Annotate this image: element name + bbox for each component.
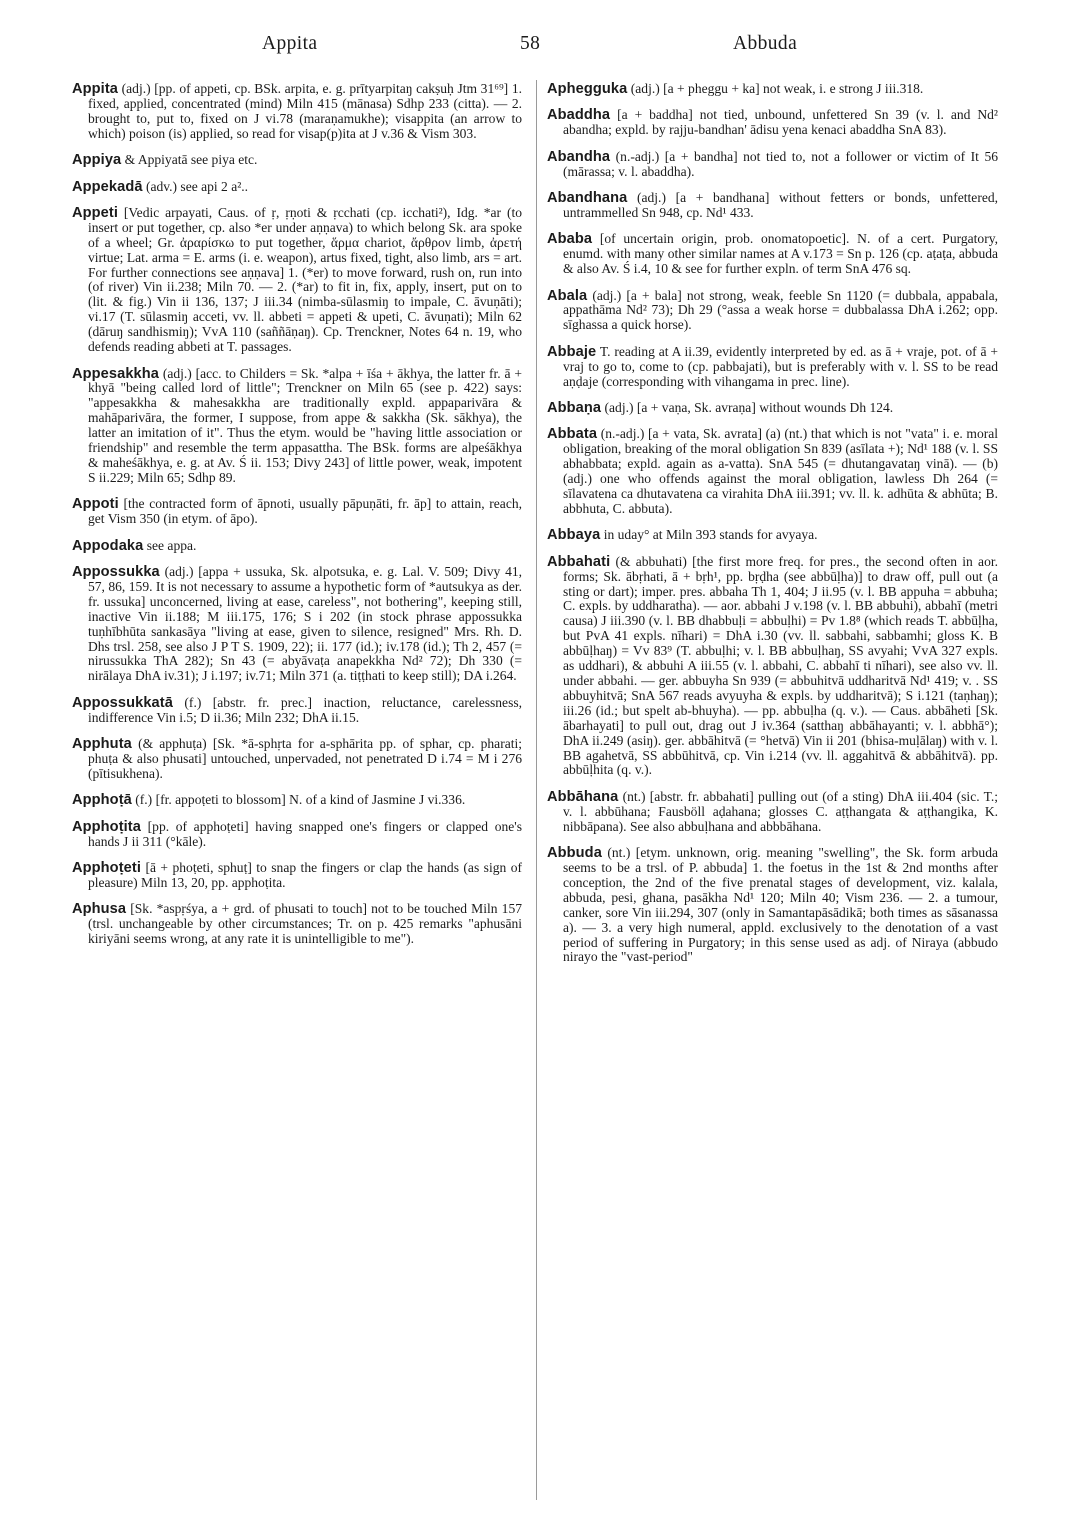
dictionary-entry xyxy=(547,528,998,543)
dictionary-entry xyxy=(72,820,522,850)
dictionary-entry xyxy=(547,82,998,97)
entry-headword: Abbuda xyxy=(547,845,602,862)
entry-body: (& abbuhati) [the first more freq. for pres., the second often in aor. forms; Sk. ābṛhati, ā + bṛh¹, pp. bṛḍha (see abbūḷha)] to draw off, pull out (a sting or dart); imper. pres. abbaha Th 1, 404; J ii.95 (v. l. BB appuha = abbuha; C. expls. by uddharatha). — aor. abbahi J v.198 (v. l. BB abbuhi), abbahī (metri causa) J iii.390 (v. l. BB dhabbuḷi = abbuḷhi) = Pv 1.8⁸ (which reads T. abbūḷha, but PvA 41 expls. nīhari) = DhA i.30 (vv. ll. sabbahi, sabbamhi; gloss K. B abbūḷhaŋ) = Vv 83⁹ (T. abbuḷhi; v. l. BB abbuḷhaŋ, SS avyahi; VvA 327 expls. as uddhari), & abbuhi A iii.55 (v. l. abbahi, C. abbahī ti nīhari), see also vv. ll. under abbahi. — ger. abbuyha Sn 939 (= abbuhitvā uddharitvā Nd¹ 419; v. . SS abbuyhitvā; SnA 567 reads avyuyha & expls. by uddharitvā); S i.121 (taṇhaŋ); iii.26 (id.; but spelt ab-bhuyha). — pp. abbuḷha (q. v.). — Caus. abbāheti [Sk. ābarhayati] to pull out, drag out J iv.364 (satthaŋ abbāhayanti; v. l. abbhā°); DhA ii.249 (asiŋ). ger. abbāhitvā (= °hetvā) Vin ii 201 (bhisa-muḷālaŋ) with v. l. BB agahetvā, SS abbūhitvā, cp. Vin i.214 (vv. ll. aggahitvā & abbāhitvā). pp. abbūḷhita (q. v.). xyxy=(563,553,998,778)
right-column xyxy=(547,82,998,977)
dictionary-entry xyxy=(72,539,522,554)
entry-headword: Appoti xyxy=(72,496,119,513)
page-number: 58 xyxy=(520,33,541,54)
entry-body: & Appiyatā see piya etc. xyxy=(124,152,258,168)
entry-headword: Appita xyxy=(72,81,118,97)
entry-body: [a + baddha] not tied, unbound, unfettered Sn 39 (v. l. and Nd² abandha; expld. by rajju-bandhan' ādisu yena kenaci abaddha SnA 83). xyxy=(563,107,998,138)
entry-headword: Appossukkatā xyxy=(72,694,173,711)
dictionary-entry xyxy=(72,82,522,142)
entry-body: (adj.) [a + pheggu + ka] not weak, i. e strong J iii.318. xyxy=(630,81,924,96)
entry-headword: Appekadā xyxy=(72,178,143,195)
entry-body: [of uncertain origin, prob. onomatopoetic]. N. of a cert. Purgatory, enumd. with many other similar names at A v.173 = Sn p. 126 (cp. aṭaṭa, abbuda & also Av. Ś i.4, 10 & see for further expln. of term SnA 476 sq. xyxy=(563,231,998,277)
dictionary-entry xyxy=(72,861,522,891)
entry-headword: Ababa xyxy=(547,231,593,248)
entry-body: [the contracted form of āpnoti, usually pāpuṇāti, fr. āp] to attain, reach, get Vism 350 (in etym. of āpo). xyxy=(88,496,522,527)
dictionary-entry xyxy=(72,153,522,168)
entry-body: [Vedic arpayati, Caus. of ṛ, ṛṇoti & ṛcchati (cp. icchati²), Idg. *ar (to insert or put together, cp. also *er under aṇṇava) to which belong Sk. ara spoke of a wheel; Gr. ἀραρίσκω to put together, ἅρμα chariot, ἄρθρον limb, ἀρετή virtue; Lat. arma = E. arms (i. e. weapon), artus fixed, tight, also limb, ars = art. For further connections see aṇṇava] 1. (*er) to move forward, rush on, run into (of river) Vin ii.238; Miln 70. — 2. (*ar) to fit in, fix, apply, insert, put on to (lit. & fig.) Vin ii 136, 137; J iii.34 (nimba-sūlasmiŋ to impale, C. āvuṇāti); vi.17 (T. sūlasmiŋ acceti, vv. ll. abbeti = appeti & upeti, C. āvuṇati); Miln 62 (dāruŋ sandhismiŋ); VvA 110 (saññāṇaŋ). Cp. Trenckner, Notes 64 n. 19, who defends reading abbeti at T. passages. xyxy=(88,204,522,355)
entry-body: (nt.) [abstr. fr. abbahati] pulling out (of a sting) DhA iii.404 (sic. T.; v. l. abbūhana; Fausböll aḍahana; glosses C. aṭṭhangata & aṭṭhangika, K. nibbāpana). See also abbuḷhana and abbbāhana. xyxy=(563,788,999,834)
dictionary-entry xyxy=(547,150,998,180)
entry-headword: Aphusa xyxy=(72,901,127,918)
entry-body: (f.) [fr. appoṭeti to blossom] N. of a kind of Jasmine J vi.336. xyxy=(135,792,466,808)
entry-headword: Appesakkha xyxy=(72,365,159,382)
entry-body: (adj.) [a + vaṇa, Sk. avraṇa] without wounds Dh 124. xyxy=(604,400,894,415)
dictionary-entry xyxy=(72,737,522,782)
running-head-left: Appita xyxy=(262,33,318,54)
dictionary-entry xyxy=(547,555,998,779)
dictionary-entry xyxy=(547,191,998,221)
entry-body: (& apphuṭa) [Sk. *ā-sphṛta for a-sphārita pp. of sphar, cp. pharati; phuṭa & also phusati] untouched, unpervaded, not penetrated D i.74 = M i 276 (pītisukhena). xyxy=(88,736,523,781)
entry-body: [Sk. *aspṛśya, a + grd. of phusati to touch] not to be touched Miln 157 (trsl. unchangeable by other circumstances; Tr. on p. 425 remarks "aphusāni kiriyāni seems wrong, at any rate it is unintelligible to me"). xyxy=(88,901,522,947)
dictionary-entry xyxy=(72,902,522,947)
entry-headword: Abaddha xyxy=(547,107,611,124)
entry-body: T. reading at A ii.39, evidently interpreted by ed. as ā + vraje, pot. of ā + vraj to go to, come to (cp. pabbajati), but is preferably with v. l. SS to be read aṇḍaje (corresponding with vihangama in prec. line). xyxy=(563,343,998,389)
entry-headword: Apphoṭā xyxy=(72,792,132,809)
entry-body: (adj.) [appa + ussuka, Sk. alpotsuka, e. g. Lal. V. 509; Divy 41, 57, 86, 159. It is not necessary to assume a hypothetic form of *autsukya as der. fr. ussuka] unconcerned, living at ease, careless", not bothering", keeping still, inactive Vin ii.188; M iii.175, 176; S i 202 (in stock phrase appossukka tuṇhībhūta sankasāya "living at ease, given to silence, resigned" Mrs. Rh. D. Dhs trsl. 258, see also J P T S. 1909, 22); ii. 177 (id.); iv.178 (id.); Th 2, 457 (= nirussukka ThA 282); Sn 43 (= abyāvaṭa anapekkha Nd² 72); Dh 330 (= nirālaya DhA iv.31); J i.197; iv.71; Miln 371 (a. tiṭṭhati to keep still); DA i.264. xyxy=(88,563,523,684)
entry-headword: Appiya xyxy=(72,152,122,169)
entry-body: (nt.) [etym. unknown, orig. meaning "swelling", the Sk. form arbuda seems to be a trsl. of P. abbuda] 1. the foetus in the 1st & 2nd months after conception, the 2nd of the five prenatal stages of development, viz. kalala, abbuda, pesi, ghana, pasākha Nd¹ 120; Miln 40; Vism 236. — 2. a tumour, canker, sore Vin iii.294, 307 (only in Samantapāsādikā; both times as sāsanassa a). — 3. a very high numeral, appld. exclusively to the denotation of a vast period of suffering in Purgatory; in this sense used as adj. of Niraya (abbudo nirayo the "vast-period" xyxy=(563,845,998,965)
entry-headword: Apphuta xyxy=(72,736,132,753)
dictionary-entry xyxy=(72,206,522,355)
dictionary-entry xyxy=(72,565,522,684)
entry-headword: Aphegguka xyxy=(547,81,628,97)
entry-headword: Appossukka xyxy=(72,563,160,580)
running-head-right: Abbuda xyxy=(733,33,798,54)
dictionary-entry xyxy=(547,232,998,277)
dictionary-entry xyxy=(72,793,522,808)
entry-headword: Apphoṭeti xyxy=(72,859,141,876)
entry-headword: Abbaya xyxy=(547,527,601,544)
entry-body: in uday° at Miln 393 stands for avyaya. xyxy=(603,527,818,543)
entry-headword: Apphoṭita xyxy=(72,818,141,835)
entry-body: see appa. xyxy=(146,537,197,553)
dictionary-entry xyxy=(547,289,998,334)
entry-headword: Abbaje xyxy=(547,343,597,360)
column-divider xyxy=(536,80,537,1500)
dictionary-entry xyxy=(72,367,522,486)
entry-body: (n.-adj.) [a + bandha] not tied to, not a follower or victim of It 56 (mārassa; v. l. abaddha). xyxy=(563,148,999,179)
entry-headword: Appeti xyxy=(72,204,118,221)
entry-headword: Abandhana xyxy=(547,190,628,207)
entry-headword: Abbāhana xyxy=(547,788,619,805)
entry-headword: Appodaka xyxy=(72,537,144,554)
dictionary-entry xyxy=(72,696,522,726)
dictionary-entry xyxy=(72,497,522,527)
dictionary-entry xyxy=(547,790,998,835)
entry-body: (f.) [abstr. fr. prec.] inaction, reluctance, carelessness, indifference Vin i.5; D ii.36; Miln 232; DhA ii.15. xyxy=(88,694,522,725)
entry-body: [pp. of apphoṭeti] having snapped one's fingers or clapped one's hands J ii 311 (°kāle). xyxy=(88,818,522,849)
entry-body: (adj.) [a + bala] not strong, weak, feeble Sn 1120 (= dubbala, appabala, appathāma Nd² 73); Dh 29 (°assa a weak horse = dubbalassa DhA i.262; opp. sīghassa a quick horse). xyxy=(563,287,998,333)
dictionary-entry xyxy=(547,427,998,516)
entry-headword: Abbata xyxy=(547,426,598,443)
entry-body: [ā + phoṭeti, sphuṭ] to snap the fingers or clap the hands (as sign of pleasure) Miln 13, 20, pp. apphoṭita. xyxy=(88,859,522,890)
dictionary-entry xyxy=(547,108,998,138)
entry-body: (adj.) [acc. to Childers = Sk. *alpa + īśa + ākhya, the latter fr. ā + khyā "being called lord of little"; Trenckner on Miln 65 (see p. 422) says: "appesakkha & mahesakkha are traditionally expld. appaparivāra & mahāparivāra, the former, I suppose, from appe & sakkha (Sk. sākhya), the latter an imitation of it". Thus the etym. would be "having little association or friendship" and resemble the term appasattha. The BSk. forms are alpeśākhya & maheśākhya, e. g. at Av. Ś ii. 153; Divy 243] of little power, weak, impotent S ii.229; Miln 65; Sdhp 89. xyxy=(88,365,522,485)
entry-body: (adv.) see api 2 a².. xyxy=(145,178,249,194)
left-column xyxy=(72,82,522,959)
entry-headword: Abandha xyxy=(547,148,611,165)
dictionary-entry xyxy=(72,180,522,195)
dictionary-entry xyxy=(547,846,998,965)
entry-headword: Abala xyxy=(547,287,588,304)
entry-body: (n.-adj.) [a + vata, Sk. avrata] (a) (nt.) that which is not "vata" i. e. moral obligation, breaking of the moral obligation Sn 839 (asīlata +); Nd¹ 188 (v. l. SS abhabbata; expld. again as a-vatta). SnA 545 (= dhutangavataŋ vinā). — (b) (adj.) one who offends against the moral obligation, lawless Dh 264 (= sīlavatena ca dhutavatena ca virahita DhA iii.391; vv. ll. k. adhūta & abhūta; B. abbhuta, C. abbuta). xyxy=(563,426,999,516)
dictionary-entry xyxy=(547,345,998,390)
entry-body: (adj.) [a + bandhana] without fetters or bonds, unfettered, untrammelled Sn 948, cp. Nd¹ 433. xyxy=(563,190,998,220)
entry-headword: Abbahati xyxy=(547,553,611,570)
page-header xyxy=(0,33,1073,63)
dictionary-entry xyxy=(547,401,998,416)
entry-body: (adj.) [pp. of appeti, cp. BSk. arpita, e. g. prītyarpitaŋ cakṣuḥ Jtm 31⁶⁹] 1. fixed, applied, concentrated (mind) Miln 415 (mānasa) Sdhp 233 (citta). — 2. brought to, put to, fixed on J vi.78 (maraṇamukhe); visappita (an arrow to which) poison (is) applied, so read for visap(p)ita at J v.36 & Vism 303. xyxy=(88,81,522,141)
entry-headword: Abbaṇa xyxy=(547,400,602,416)
